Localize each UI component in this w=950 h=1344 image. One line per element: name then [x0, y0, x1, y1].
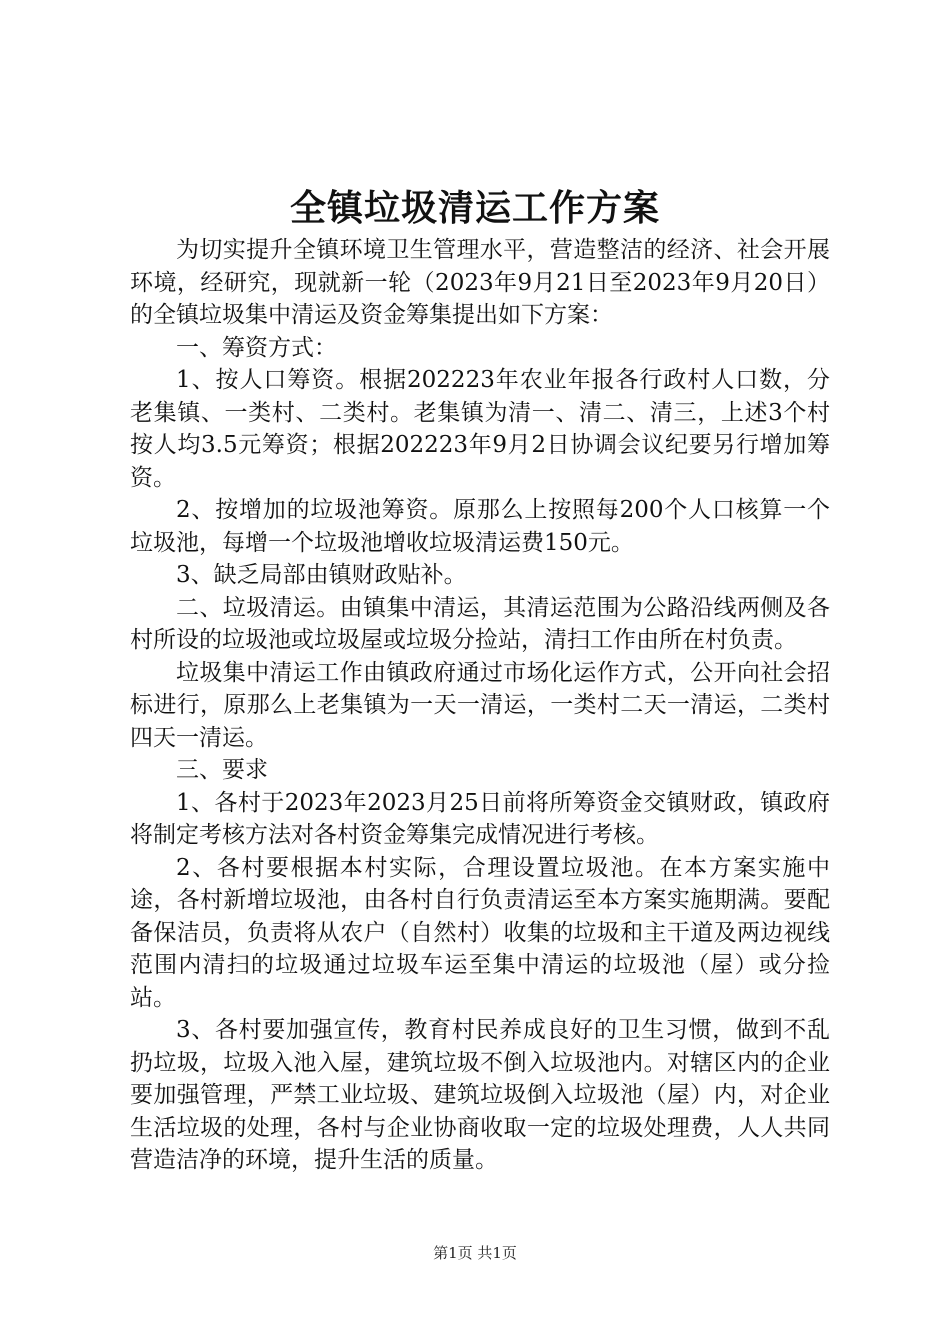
- section-heading-requirements: 三、要求: [176, 757, 268, 783]
- page-footer: 第1页 共1页: [433, 1244, 517, 1262]
- paragraph-funding-by-population: 1、按人口筹资。根据202223年农业年报各行政村人口数，分老集镇、一类村、二类村。老集镇为清一、清二、清三，上述3个村按人均3.5元筹资；根据202223年9月2日协调会议纪要另行增加筹资。: [130, 367, 830, 491]
- paragraph-funding-subsidy: 3、缺乏局部由镇财政贴补。: [176, 562, 467, 588]
- document-title: 全镇垃圾清运工作方案: [289, 187, 660, 229]
- document-body: [130, 234, 830, 1177]
- section-heading-collection: 二、垃圾清运。由镇集中清运，其清运范围为公路沿线两侧及各村所设的垃圾池或垃圾屋或垃圾分捡站，清扫工作由所在村负责。: [130, 594, 830, 653]
- paragraph-requirement-3: 3、各村要加强宣传，教育村民养成良好的卫生习惯，做到不乱扔垃圾，垃圾入池入屋，建筑垃圾不倒入垃圾池内。对辖区内的企业要加强管理，严禁工业垃圾、建筑垃圾倒入垃圾池（屋）内，对企业生活垃圾的处理，各村与企业协商收取一定的垃圾处理费，人人共同营造洁净的环境，提升生活的质量。: [130, 1017, 830, 1173]
- paragraph-requirement-1: 1、各村于2023年2023月25日前将所筹资金交镇财政，镇政府将制定考核方法对各村资金筹集完成情况进行考核。: [130, 789, 830, 848]
- paragraph-funding-by-bins: 2、按增加的垃圾池筹资。原那么上按照每200个人口核算一个垃圾池，每增一个垃圾池增收垃圾清运费150元。: [130, 497, 830, 556]
- paragraph-intro: 为切实提升全镇环境卫生管理水平，营造整洁的经济、社会开展环境，经研究，现就新一轮（2023年9月21日至2023年9月20日）的全镇垃圾集中清运及资金筹集提出如下方案：: [130, 237, 830, 328]
- paragraph-requirement-2: 2、各村要根据本村实际，合理设置垃圾池。在本方案实施中途，各村新增垃圾池，由各村自行负责清运至本方案实施期满。要配备保洁员，负责将从农户（自然村）收集的垃圾和主干道及两边视线范围内清扫的垃圾通过垃圾车运至集中清运的垃圾池（屋）或分捡站。: [130, 854, 830, 1011]
- section-heading-funding: 一、筹资方式：: [176, 334, 337, 361]
- paragraph-collection-method: 垃圾集中清运工作由镇政府通过市场化运作方式，公开向社会招标进行，原那么上老集镇为一天一清运，一类村二天一清运，二类村四天一清运。: [130, 659, 830, 751]
